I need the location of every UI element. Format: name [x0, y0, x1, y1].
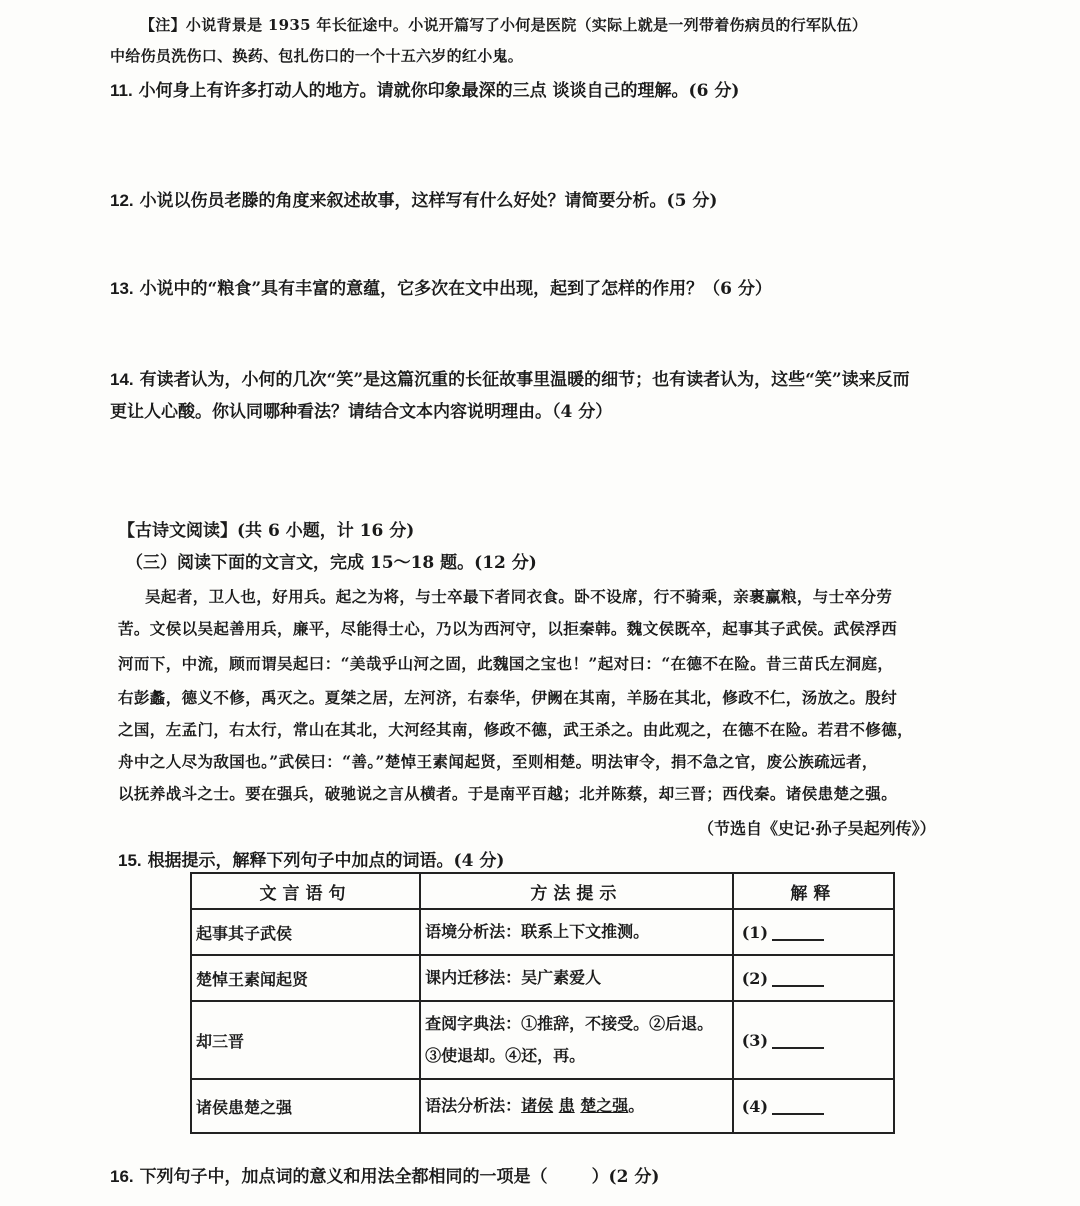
table-row: [191, 955, 894, 1001]
question-text: 小说中的“粮食”具有丰富的意蕴，它多次在文中出现，起到了怎样的作用？（6 分）: [139, 279, 772, 299]
passage-line: 之国，左孟门，右太行，常山在其北，大河经其南，修政不德，武王杀之。由此观之，在德不在险。若君不修德，: [118, 720, 914, 739]
question-text: 下列句子中，加点词的意义和用法全都相同的一项是（: [139, 1167, 548, 1187]
question-12: [110, 186, 717, 211]
sentence-cell: 却三晋: [191, 1001, 420, 1079]
question-number: 11.: [110, 81, 133, 100]
sentence-cell: 诸侯患楚之强: [191, 1079, 420, 1133]
table-header-row: [191, 873, 894, 909]
sentence-cell: 楚悼王素闻起贤: [191, 955, 420, 1001]
passage-line: 吴起者，卫人也，好用兵。起之为将，与士卒最下者同衣食。卧不设席，行不骑乘，亲裹赢粮，与士卒分劳: [145, 587, 893, 606]
question-text: 小说以伤员老滕的角度来叙述故事，这样写有什么好处？请简要分析。(5 分): [139, 191, 718, 211]
hint-part: 楚之强: [580, 1096, 629, 1115]
hint-cell: 语境分析法：联系上下文推测。: [420, 909, 733, 955]
hint-part: 。: [628, 1096, 645, 1115]
question-15: [118, 846, 504, 871]
question-13: [110, 274, 772, 299]
answer-label: (2): [741, 968, 769, 988]
question-number: 16.: [110, 1167, 134, 1186]
note-line-2: 中给伤员洗伤口、换药、包扎伤口的一个十五六岁的红小鬼。: [110, 47, 524, 65]
table-row: [191, 1079, 894, 1133]
question-number: 15.: [118, 851, 142, 870]
answer-cell[interactable]: [733, 909, 894, 955]
question-number: 14.: [110, 370, 134, 389]
answer-blank[interactable]: [772, 925, 824, 941]
question-text: 有读者认为，小何的几次“笑”是这篇沉重的长征故事里温暖的细节；也有读者认为，这些“笑”读来反而: [139, 370, 910, 390]
table-header: 文言语句: [191, 873, 420, 909]
question-text: 小何身上有许多打动人的地方。请就你印象最深的三点 谈谈自己的理解。(6 分): [138, 81, 740, 101]
explanation-table: [190, 872, 895, 1134]
answer-cell[interactable]: [733, 955, 894, 1001]
answer-blank[interactable]: [772, 971, 824, 987]
passage-line: 苦。文侯以吴起善用兵，廉平，尽能得士心，乃以为西河守，以拒秦韩。魏文侯既卒，起事其子武侯。武侯浮西: [118, 619, 898, 638]
sentence-cell: 起事其子武侯: [191, 909, 420, 955]
hint-method: 语法分析法：: [425, 1096, 522, 1115]
note-line-1: 【注】小说背景是 1935 年长征途中。小说开篇写了小何是医院（实际上就是一列带着伤病员的行军队伍）: [140, 16, 868, 34]
question-number: 13.: [110, 279, 134, 298]
section-title: 【古诗文阅读】(共 6 小题，计 16 分): [118, 521, 415, 541]
passage-source: （节选自《史记·孙子吴起列传》）: [698, 819, 936, 838]
passage-line: 河而下，中流，顾而谓吴起曰：“美哉乎山河之固，此魏国之宝也！”起对曰：“在德不在险。昔三苗氏左洞庭，: [118, 654, 894, 673]
hint-cell: [420, 1079, 733, 1133]
answer-cell[interactable]: [733, 1079, 894, 1133]
table-row: [191, 909, 894, 955]
answer-label: (3): [741, 1030, 769, 1050]
answer-blank[interactable]: [772, 1099, 824, 1115]
answer-cell[interactable]: [733, 1001, 894, 1079]
question-text: 根据提示，解释下列句子中加点的词语。(4 分): [147, 851, 505, 871]
passage-line: 舟中之人尽为敌国也。”武侯曰：“善。”楚悼王素闻起贤，至则相楚。明法审令，捐不急之官，废公族疏远者，: [118, 752, 878, 771]
question-14-line-2: 更让人心酸。你认同哪种看法？请结合文本内容说明理由。（4 分）: [110, 402, 613, 422]
question-number: 12.: [110, 191, 134, 210]
section-subtitle: （三）阅读下面的文言文，完成 15～18 题。(12 分): [126, 553, 537, 573]
answer-label: (4): [741, 1096, 769, 1116]
answer-label: (1): [741, 922, 769, 942]
question-16: [110, 1162, 659, 1187]
answer-blank[interactable]: [772, 1033, 824, 1049]
passage-line: 以抚养战斗之士。要在强兵，破驰说之言从横者。于是南平百越；北并陈蔡，却三晋；西伐秦。诸侯患楚之强。: [118, 784, 898, 803]
hint-part: 患: [558, 1096, 575, 1115]
question-score: ）(2 分): [591, 1167, 660, 1187]
table-header: 解释: [733, 873, 894, 909]
table-row: [191, 1001, 894, 1079]
table-header: 方法提示: [420, 873, 733, 909]
hint-part: 诸侯: [521, 1096, 554, 1115]
question-11: [110, 76, 739, 101]
passage-line: 右彭蠡，德义不修，禹灭之。夏桀之居，左河济，右泰华，伊阙在其南，羊肠在其北，修政不仁，汤放之。殷纣: [118, 688, 898, 707]
question-14-line-1: [110, 365, 910, 390]
hint-cell: 查阅字典法：①推辞，不接受。②后退。③使退却。④还，再。: [420, 1001, 733, 1079]
hint-cell: 课内迁移法：吴广素爱人: [420, 955, 733, 1001]
